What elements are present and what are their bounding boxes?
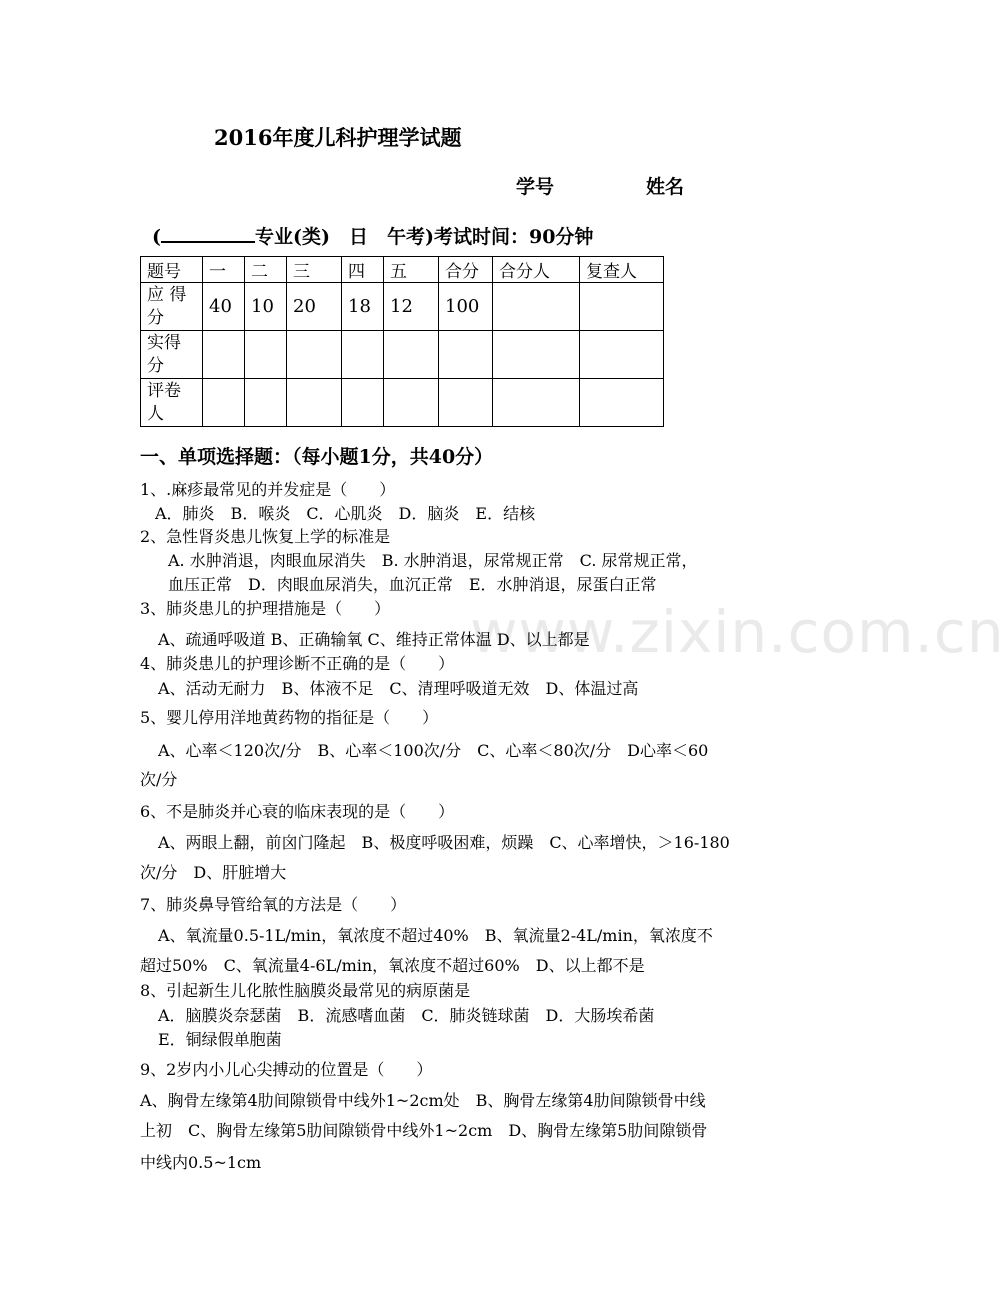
question-line: A、氧流量0.5-1L/min，氧浓度不超过40% B、氧流量2-4L/min，氧浓度不 bbox=[158, 926, 713, 945]
actual-score-row bbox=[141, 331, 664, 379]
exam-title: 2016年度儿科护理学试题 bbox=[214, 125, 462, 150]
empty-cell[interactable] bbox=[342, 379, 384, 427]
question-line: 1、.麻疹最常见的并发症是（ ） bbox=[140, 480, 396, 499]
empty-cell[interactable] bbox=[493, 331, 580, 379]
header-cell: 五 bbox=[384, 257, 439, 283]
empty-cell[interactable] bbox=[384, 331, 439, 379]
header-cell: 复查人 bbox=[580, 257, 664, 283]
empty-cell[interactable] bbox=[439, 379, 493, 427]
should-score-row bbox=[141, 283, 664, 331]
question-line: 8、引起新生儿化脓性脑膜炎最常见的病原菌是 bbox=[140, 981, 471, 1000]
empty-cell[interactable] bbox=[493, 379, 580, 427]
question-line: A. 水肿消退，肉眼血尿消失 B. 水肿消退，尿常规正常 C. 尿常规正常， bbox=[168, 551, 698, 570]
empty-cell bbox=[493, 283, 580, 331]
empty-cell[interactable] bbox=[580, 331, 664, 379]
question-line: A、胸骨左缘第4肋间隙锁骨中线外1~2cm处 B、胸骨左缘第4肋间隙锁骨中线 bbox=[140, 1091, 706, 1110]
score-cell: 10 bbox=[245, 283, 287, 331]
student-name-label: 姓名 bbox=[646, 176, 685, 198]
question-line: 超过50% C、氧流量4-6L/min，氧浓度不超过60% D、以上都不是 bbox=[140, 956, 645, 975]
score-table bbox=[140, 256, 664, 427]
question-line: 2、急性肾炎患儿恢复上学的标准是 bbox=[140, 527, 391, 546]
grader-row bbox=[141, 379, 664, 427]
row-label-line: 分 bbox=[147, 355, 164, 376]
question-line: A．肺炎 B．喉炎 C．心肌炎 D．脑炎 E．结核 bbox=[155, 504, 536, 523]
major-blank[interactable] bbox=[161, 223, 255, 243]
score-cell: 18 bbox=[342, 283, 384, 331]
question-line: A．脑膜炎奈瑟菌 B．流感嗜血菌 C．肺炎链球菌 D．大肠埃希菌 bbox=[158, 1006, 655, 1025]
empty-cell[interactable] bbox=[439, 331, 493, 379]
empty-cell[interactable] bbox=[384, 379, 439, 427]
question-line: E．铜绿假单胞菌 bbox=[158, 1030, 282, 1049]
student-number-label: 学号 bbox=[516, 176, 555, 198]
exam-info-text: 专业(类) 日 午考)考试时间：90分钟 bbox=[255, 226, 594, 248]
header-cell: 合分人 bbox=[493, 257, 580, 283]
header-cell: 四 bbox=[342, 257, 384, 283]
question-line: 中线内0.5~1cm bbox=[140, 1153, 262, 1172]
empty-cell[interactable] bbox=[203, 331, 245, 379]
question-line: 5、婴儿停用洋地黄药物的指征是（ ） bbox=[140, 708, 439, 727]
question-line: A、疏通呼吸道 B、正确输氧 C、维持正常体温 D、以上都是 bbox=[158, 630, 590, 649]
row-label bbox=[141, 283, 203, 331]
empty-cell bbox=[580, 283, 664, 331]
score-table-header-row bbox=[141, 257, 664, 283]
question-line: 6、不是肺炎并心衰的临床表现的是（ ） bbox=[140, 802, 455, 821]
empty-cell[interactable] bbox=[287, 379, 342, 427]
question-line: 4、肺炎患儿的护理诊断不正确的是（ ） bbox=[140, 654, 455, 673]
row-label bbox=[141, 379, 203, 427]
row-label-line: 应 得 bbox=[147, 284, 187, 305]
header-cell: 题号 bbox=[141, 257, 203, 283]
empty-cell[interactable] bbox=[245, 331, 287, 379]
header-cell: 一 bbox=[203, 257, 245, 283]
exam-info-open-paren: ( bbox=[152, 226, 161, 248]
row-label-line: 评卷 bbox=[147, 380, 181, 401]
row-label-line: 人 bbox=[147, 403, 164, 424]
header-cell: 三 bbox=[287, 257, 342, 283]
score-cell: 20 bbox=[287, 283, 342, 331]
empty-cell[interactable] bbox=[245, 379, 287, 427]
empty-cell[interactable] bbox=[287, 331, 342, 379]
empty-cell[interactable] bbox=[580, 379, 664, 427]
empty-cell[interactable] bbox=[342, 331, 384, 379]
row-label-line: 分 bbox=[147, 307, 164, 328]
question-line: 7、肺炎鼻导管给氧的方法是（ ） bbox=[140, 895, 407, 914]
question-line: 次/分 bbox=[140, 770, 178, 789]
question-line: 3、肺炎患儿的护理措施是（ ） bbox=[140, 599, 391, 618]
header-cell: 二 bbox=[245, 257, 287, 283]
question-line: 次/分 D、肝脏增大 bbox=[140, 863, 287, 882]
empty-cell[interactable] bbox=[203, 379, 245, 427]
section-title: 一、单项选择题：（每小题1分，共40分） bbox=[140, 446, 494, 468]
row-label bbox=[141, 331, 203, 379]
header-cell: 合分 bbox=[439, 257, 493, 283]
watermark: www.zixin.com.cn bbox=[470, 598, 1005, 666]
question-line: A、心率＜120次/分 B、心率＜100次/分 C、心率＜80次/分 D心率＜60 bbox=[158, 741, 709, 760]
score-cell: 100 bbox=[439, 283, 493, 331]
exam-info-line bbox=[152, 222, 593, 249]
question-line: 9、2岁内小儿心尖搏动的位置是（ ） bbox=[140, 1060, 433, 1079]
question-line: 上初 C、胸骨左缘第5肋间隙锁骨中线外1~2cm D、胸骨左缘第5肋间隙锁骨 bbox=[140, 1121, 708, 1140]
question-line: A、活动无耐力 B、体液不足 C、清理呼吸道无效 D、体温过高 bbox=[158, 679, 639, 698]
score-cell: 40 bbox=[203, 283, 245, 331]
score-cell: 12 bbox=[384, 283, 439, 331]
question-line: 血压正常 D．肉眼血尿消失，血沉正常 E．水肿消退，尿蛋白正常 bbox=[168, 575, 657, 594]
question-line: A、两眼上翻，前囟门隆起 B、极度呼吸困难，烦躁 C、心率增快，＞16-180 bbox=[158, 833, 730, 852]
row-label-line: 实得 bbox=[147, 332, 181, 353]
